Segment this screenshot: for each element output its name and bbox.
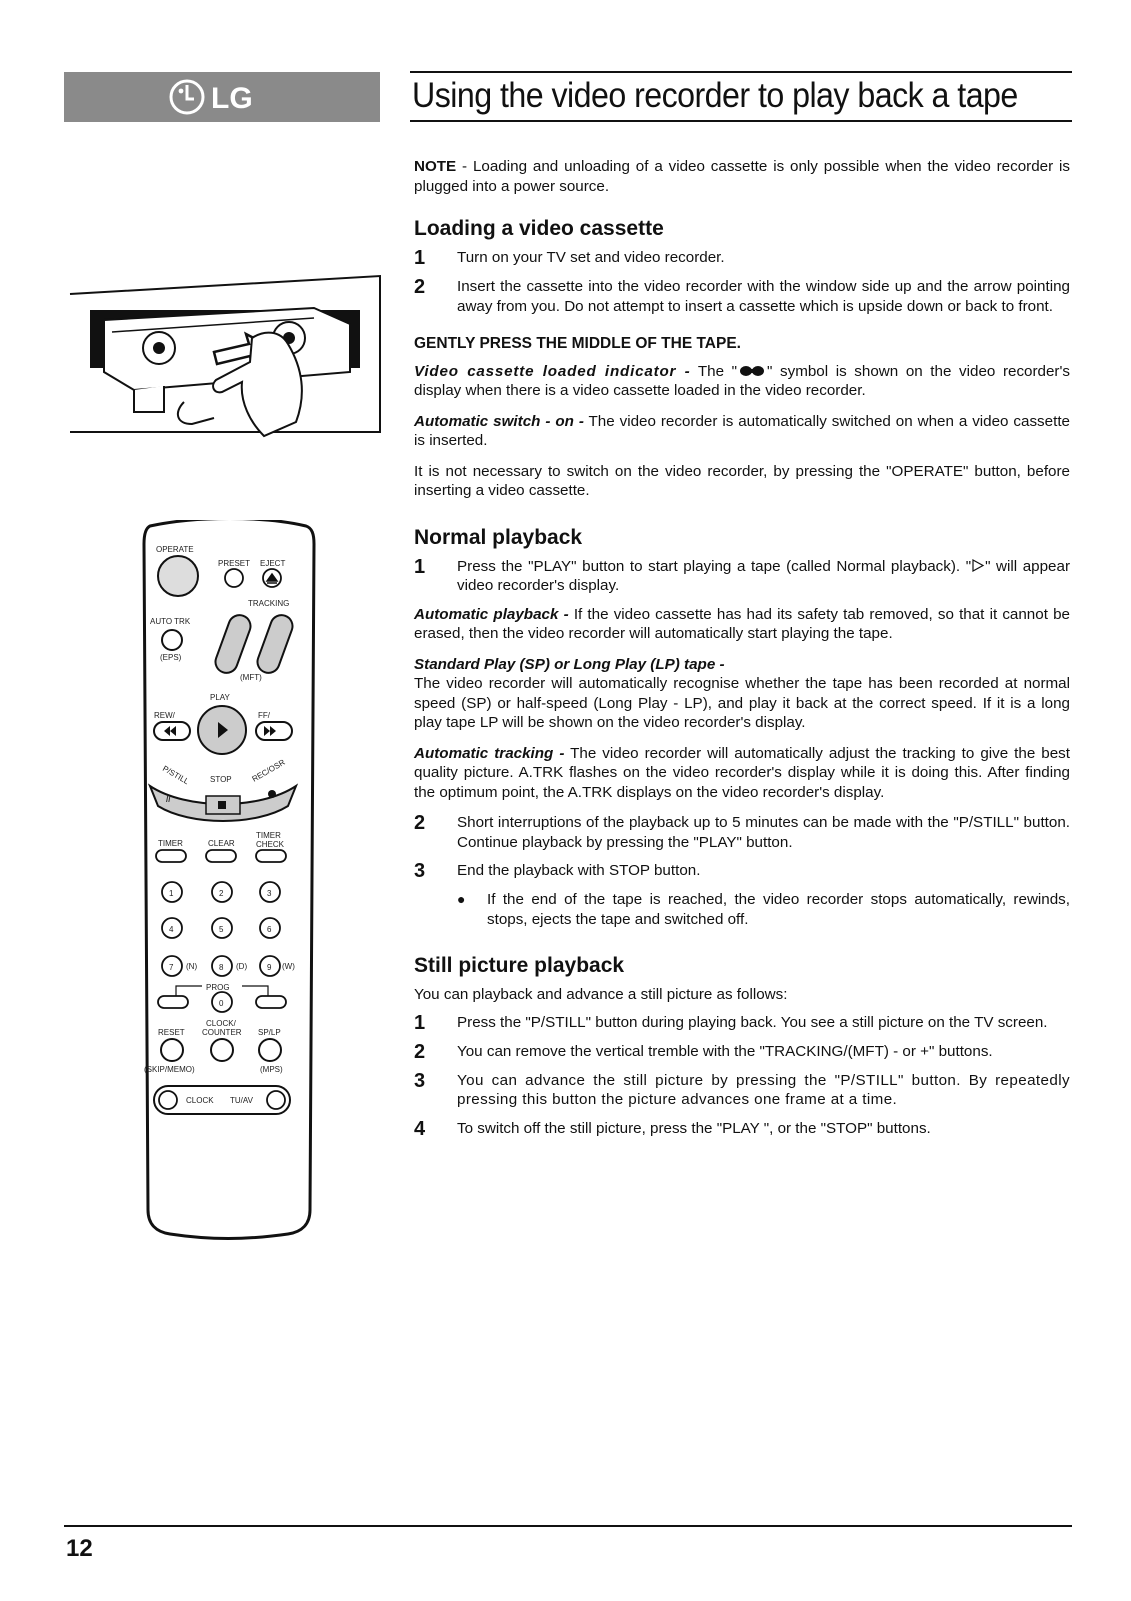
loading-section — [414, 216, 1070, 501]
svg-text:(EPS): (EPS) — [160, 653, 182, 662]
bullet-text: If the end of the tape is reached, the video recorder stops automatically, rewinds, stops, ejects the tape and switched off. — [487, 891, 1070, 928]
svg-text:8: 8 — [219, 963, 224, 972]
svg-text:STOP: STOP — [210, 775, 232, 784]
step-number: 4 — [414, 1117, 426, 1140]
indicator-pre: The " — [690, 362, 738, 380]
svg-text:PROG: PROG — [206, 983, 230, 992]
svg-text:TU/AV: TU/AV — [230, 1096, 253, 1105]
svg-text:(N): (N) — [186, 962, 198, 971]
step-text — [457, 557, 1070, 596]
svg-text:5: 5 — [219, 925, 224, 934]
svg-text:REW/: REW/ — [154, 711, 175, 720]
step-text: You can remove the vertical tremble with the "TRACKING/(MFT) - or +" buttons. — [457, 1042, 993, 1060]
still-step — [414, 1071, 1070, 1110]
still-picture-section — [414, 953, 1070, 1139]
svg-text:RESET: RESET — [158, 1028, 185, 1037]
svg-text:CLEAR: CLEAR — [208, 839, 235, 848]
svg-text:2: 2 — [219, 889, 224, 898]
auto-tracking-paragraph — [414, 744, 1070, 803]
svg-text:P/STILL: P/STILL — [161, 763, 191, 787]
svg-text:CLOCK: CLOCK — [186, 1096, 214, 1105]
step-number: 1 — [414, 1011, 426, 1034]
step-text: Short interruptions of the playback up to 5 minutes can be made with the "P/STILL" button. Continue playback by pressing the "PLAY" button. — [457, 814, 1070, 851]
bullet-dot-icon: ● — [457, 891, 466, 907]
svg-text:CHECK: CHECK — [256, 840, 285, 849]
indicator-post: " symbol is shown on the video recorder's display when there is a video cassette loaded in the video recorder. — [414, 362, 1070, 399]
step-text: You can advance the still picture by pressing the "P/STILL" button. By repeatedly pressing this button the picture advances one frame at a time. — [457, 1071, 1070, 1108]
svg-text:TIMER: TIMER — [158, 839, 183, 848]
sp-lp-text: The video recorder will automatically recognise whether the tape has been recorded at normal speed (SP) or half-speed (Long Play - LP), and play it back at the correct speed. If it is a long play tape LP will be shown on the video recorder's display. — [414, 675, 1070, 731]
svg-text://: // — [166, 795, 171, 804]
step1-post: " will appear video recorder's display. — [457, 557, 1070, 594]
title-rule-top — [410, 71, 1072, 73]
cassette-symbol-icon — [739, 365, 765, 377]
svg-text:1: 1 — [169, 889, 174, 898]
svg-text:7: 7 — [169, 963, 174, 972]
still-intro: You can playback and advance a still picture as follows: — [414, 986, 788, 1003]
indicator-paragraph — [414, 362, 1070, 401]
normal-step — [414, 861, 1070, 881]
note-text: - Loading and unloading of a video cassette is only possible when the video recorder is plugged into a power source. — [414, 158, 1070, 195]
auto-tracking-text: The video recorder will automatically adjust the tracking to give the best quality picture. A.TRK flashes on the video recorder's display while it is doing this. After finding the optimum point, the A.TRK displays on the video recorder's display. — [414, 744, 1070, 801]
step-number: 1 — [414, 247, 426, 269]
svg-text:6: 6 — [267, 925, 272, 934]
loading-step — [414, 277, 1070, 316]
svg-text:COUNTER: COUNTER — [202, 1028, 242, 1037]
svg-text:PRESET: PRESET — [218, 559, 251, 568]
step-text: Press the "P/STILL" button during playing back. You see a still picture on the TV screen. — [457, 1013, 1048, 1031]
svg-text:REC/OSR: REC/OSR — [250, 757, 287, 784]
footer-rule — [64, 1525, 1072, 1527]
svg-text:TRACKING: TRACKING — [248, 599, 290, 608]
step1-pre: Press the "PLAY" button to start playing a tape (called Normal playback). " — [457, 557, 972, 575]
svg-text:4: 4 — [169, 925, 174, 934]
sp-lp-paragraph — [414, 655, 1070, 733]
normal-step — [414, 557, 1070, 596]
auto-playback-paragraph — [414, 605, 1070, 644]
svg-text:PLAY: PLAY — [210, 693, 230, 702]
remote-control-illustration — [136, 520, 324, 1240]
auto-playback-text: If the video cassette has had its safety tab removed, so that it cannot be erased, then the video recorder will automatically start playing the tape. — [414, 605, 1070, 642]
indicator-label: Video cassette loaded indicator - — [414, 362, 691, 380]
step-text: Insert the cassette into the video recorder with the window side up and the arrow pointing away from you. Do not attempt to insert a cassette which is upside down or back to front. — [457, 278, 1070, 315]
note-paragraph — [414, 157, 1070, 196]
svg-text:FF/: FF/ — [258, 711, 270, 720]
svg-text:(SKIP/MEMO): (SKIP/MEMO) — [144, 1065, 195, 1074]
step-number: 3 — [414, 860, 426, 882]
svg-text:(W): (W) — [282, 962, 295, 971]
step-number: 2 — [414, 276, 426, 298]
auto-switch-text: The video recorder is automatically switched on when a video cassette is inserted. — [414, 412, 1070, 449]
sp-lp-label: Standard Play (SP) or Long Play (LP) tape - — [414, 655, 725, 673]
auto-playback-label: Automatic playback - — [414, 605, 569, 623]
page-title: Using the video recorder to play back a tape — [412, 76, 1018, 115]
cassette-insert-illustration — [64, 272, 384, 442]
step-number: 2 — [414, 812, 426, 834]
svg-text:(MFT): (MFT) — [240, 673, 262, 682]
not-necessary-paragraph: It is not necessary to switch on the video recorder, by pressing the "OPERATE" button, before inserting a video cassette. — [414, 462, 1070, 499]
logo-text: LG — [211, 82, 253, 115]
normal-playback-section — [414, 525, 1070, 930]
page-number: 12 — [66, 1535, 93, 1562]
normal-playback-heading: Normal playback — [414, 525, 583, 549]
auto-tracking-label: Automatic tracking - — [414, 744, 565, 762]
normal-step — [414, 813, 1070, 852]
lg-logo-bar — [64, 72, 380, 122]
still-step — [414, 1119, 1070, 1139]
still-step — [414, 1042, 1070, 1062]
svg-text:0: 0 — [219, 999, 224, 1008]
svg-text:AUTO TRK: AUTO TRK — [150, 617, 191, 626]
step-text: To switch off the still picture, press the "PLAY ", or the "STOP" buttons. — [457, 1119, 931, 1137]
note-label: NOTE — [414, 158, 457, 175]
auto-switch-paragraph — [414, 412, 1070, 451]
svg-text:9: 9 — [267, 963, 272, 972]
still-picture-heading: Still picture playback — [414, 954, 625, 977]
step-number: 1 — [414, 555, 426, 578]
svg-text:(MPS): (MPS) — [260, 1065, 283, 1074]
svg-text:3: 3 — [267, 889, 272, 898]
step-number: 3 — [414, 1069, 426, 1092]
loading-step — [414, 248, 1070, 268]
svg-text:OPERATE: OPERATE — [156, 545, 194, 554]
svg-text:SP/LP: SP/LP — [258, 1028, 281, 1037]
content-column — [414, 157, 1070, 1148]
svg-text:TIMER: TIMER — [256, 831, 281, 840]
still-step — [414, 1013, 1070, 1033]
step-number: 2 — [414, 1040, 426, 1063]
end-of-tape-bullet — [457, 890, 1070, 929]
svg-text:EJECT: EJECT — [260, 559, 286, 568]
svg-text:CLOCK/: CLOCK/ — [206, 1019, 236, 1028]
loading-heading: Loading a video cassette — [414, 217, 664, 240]
step-text: End the playback with STOP button. — [457, 862, 701, 879]
title-rule-bottom — [410, 120, 1072, 122]
step-text: Turn on your TV set and video recorder. — [457, 249, 725, 266]
svg-text:(D): (D) — [236, 962, 248, 971]
gently-press-heading: GENTLY PRESS THE MIDDLE OF THE TAPE. — [414, 335, 741, 352]
play-symbol-icon — [971, 559, 985, 572]
auto-switch-label: Automatic switch - on - — [414, 412, 584, 430]
lg-logo-icon — [167, 77, 277, 117]
